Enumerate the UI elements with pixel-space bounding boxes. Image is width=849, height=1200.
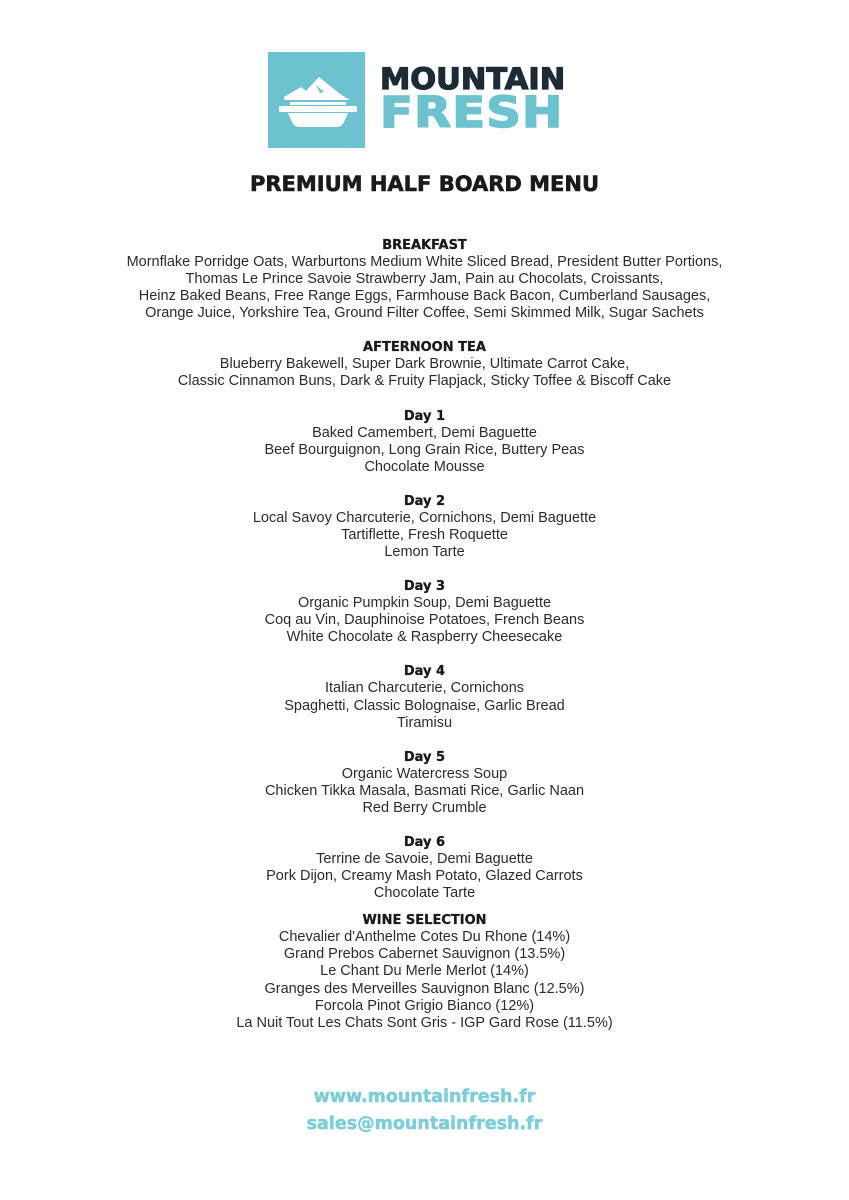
- menu-line: Mornflake Porridge Oats, Warburtons Medium White Sliced Bread, President Butter Portions,: [126, 254, 723, 270]
- brand-name-line1: MOUNTAIN: [380, 62, 566, 96]
- brand-name-line2: FRESH: [380, 88, 564, 138]
- menu-line: White Chocolate & Raspberry Cheesecake: [286, 629, 563, 646]
- contact-footer: [0, 1084, 849, 1138]
- section-heading: Day 5: [403, 749, 446, 765]
- section-day-3: [0, 578, 849, 646]
- section-day-4: [0, 663, 849, 731]
- menu-line: Organic Pumpkin Soup, Demi Baguette: [297, 595, 552, 612]
- email-link[interactable]: sales@mountainfresh.fr: [306, 1114, 543, 1134]
- menu-line: Coq au Vin, Dauphinoise Potatoes, French Beans: [264, 612, 585, 629]
- menu-line: Tartiflette, Fresh Roquette: [341, 526, 508, 543]
- page-title: PREMIUM HALF BOARD MENU: [249, 172, 600, 196]
- section-heading: Day 1: [403, 408, 446, 424]
- menu-line: Heinz Baked Beans, Free Range Eggs, Farmhouse Back Bacon, Cumberland Sausages,: [138, 288, 711, 305]
- menu-line: Chocolate Mousse: [364, 458, 485, 475]
- website-link[interactable]: www.mountainfresh.fr: [313, 1087, 536, 1107]
- menu-line: Blueberry Bakewell, Super Dark Brownie, Ultimate Carrot Cake,: [219, 356, 630, 373]
- section-breakfast: [0, 237, 849, 322]
- wine-item: Forcola Pinot Grigio Bianco (12%): [314, 997, 535, 1014]
- section-heading: Day 6: [403, 834, 446, 850]
- menu-line: Local Savoy Charcuterie, Cornichons, Demi Baguette: [252, 509, 597, 526]
- menu-line: Organic Watercress Soup: [341, 765, 508, 782]
- menu-line: Lemon Tarte: [384, 544, 465, 561]
- mountain-dish-icon: [268, 52, 365, 148]
- wine-item: La Nuit Tout Les Chats Sont Gris - IGP Gard Rose (11.5%): [236, 1014, 613, 1031]
- wine-item: Granges des Merveilles Sauvignon Blanc (12.5%): [264, 980, 585, 997]
- section-day-1: [0, 408, 849, 476]
- brand-logo: [268, 52, 566, 148]
- section-heading: AFTERNOON TEA: [363, 340, 486, 356]
- wine-item: Grand Prebos Cabernet Sauvignon (13.5%): [283, 946, 566, 963]
- wine-item: Chevalier d'Anthelme Cotes Du Rhone (14%): [278, 929, 571, 946]
- menu-line: Orange Juice, Yorkshire Tea, Ground Filter Coffee, Semi Skimmed Milk, Sugar Sachets: [145, 305, 704, 322]
- wine-item: Le Chant Du Merle Merlot (14%): [320, 963, 529, 980]
- section-heading: WINE SELECTION: [362, 913, 487, 929]
- section-heading: Day 4: [403, 664, 446, 680]
- section-heading: Day 3: [403, 579, 446, 595]
- section-heading: Day 2: [403, 493, 446, 509]
- menu-line: Terrine de Savoie, Demi Baguette: [316, 850, 533, 867]
- menu-line: Baked Camembert, Demi Baguette: [312, 424, 537, 441]
- menu-line: Red Berry Crumble: [362, 799, 487, 816]
- menu-line: Chicken Tikka Masala, Basmati Rice, Garlic Naan: [264, 782, 585, 799]
- menu-list: [0, 237, 849, 1032]
- section-day-6: [0, 834, 849, 902]
- menu-line: Beef Bourguignon, Long Grain Rice, Buttery Peas: [264, 441, 585, 458]
- menu-line: Chocolate Tarte: [373, 885, 476, 902]
- menu-line: Spaghetti, Classic Bolognaise, Garlic Bread: [284, 697, 565, 714]
- menu-line: Classic Cinnamon Buns, Dark & Fruity Flapjack, Sticky Toffee & Biscoff Cake: [177, 373, 672, 390]
- menu-line: Tiramisu: [396, 714, 453, 731]
- menu-line: Thomas Le Prince Savoie Strawberry Jam, Pain au Chocolats, Croissants,: [185, 271, 664, 288]
- section-wine-selection: [0, 912, 849, 1032]
- section-afternoon-tea: [0, 339, 849, 390]
- menu-line: Pork Dijon, Creamy Mash Potato, Glazed Carrots: [266, 868, 583, 885]
- menu-line: Italian Charcuterie, Cornichons: [324, 680, 525, 697]
- section-day-5: [0, 749, 849, 817]
- section-day-2: [0, 493, 849, 561]
- section-heading: BREAKFAST: [382, 238, 467, 253]
